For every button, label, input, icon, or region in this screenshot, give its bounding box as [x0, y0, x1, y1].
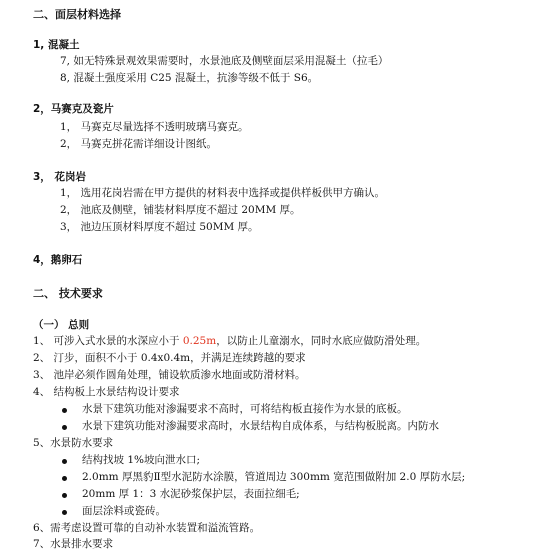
bullet-icon: [62, 493, 67, 498]
tech-item-6: 6、需考虑设置可靠的自动补水装置和溢流管路。: [33, 522, 261, 534]
bullet-icon: [62, 510, 67, 515]
tech-item-1: [33, 334, 426, 348]
heading-concrete: 1, 混凝土: [33, 39, 80, 51]
tech-item-4-bullet-1: 水景下建筑功能对渗漏要求不高时，可将结构板直接作为水景的底板。: [82, 403, 408, 415]
tech-item-4: 4、 结构板上水景结构设计要求: [33, 386, 180, 398]
tech-item-3: 3、 池岸必须作圆角处理，铺设软质渗水地面或防滑材料。: [33, 369, 306, 381]
bullet-icon: [62, 459, 67, 464]
tech-item-2: 2、 汀步，面积不小于 0.4x0.4m，并满足连续跨越的要求: [33, 352, 306, 364]
tech-item-5: 5、水景防水要求: [33, 437, 114, 449]
heading-mosaic: 2，马赛克及瓷片: [33, 103, 114, 115]
heading-granite: 3， 花岗岩: [33, 171, 86, 183]
section-title-materials: 二、面层材料选择: [33, 8, 121, 21]
tech-item-5-bullet-3: 20mm 厚 1：3 水泥砂浆保护层，表面拉细毛;: [82, 488, 300, 500]
tech-item-1-post: ，以防止儿童溺水，同时水底应做防滑处理。: [216, 335, 427, 347]
bullet-icon: [62, 476, 67, 481]
concrete-item-2: 8, 混凝土强度采用 C25 混凝土，抗渗等级不低于 S6。: [60, 72, 319, 84]
bullet-icon: [62, 408, 67, 413]
granite-item-1: 1， 选用花岗岩需在甲方提供的材料表中选择或提供样板供甲方确认。: [60, 187, 386, 199]
mosaic-item-1: 1， 马赛克尽量选择不透明玻璃马赛克。: [60, 121, 249, 133]
water-depth-value: 0.25m: [182, 335, 217, 347]
granite-item-2: 2， 池底及侧壁，铺装材料厚度不超过 20MM 厚。: [60, 204, 301, 216]
tech-item-5-bullet-1: 结构找坡 1%坡向泄水口;: [82, 454, 201, 466]
granite-item-3: 3， 池边压顶材料厚度不超过 50MM 厚。: [60, 221, 259, 233]
heading-pebble: 4，鹅卵石: [33, 254, 83, 266]
tech-item-4-bullet-2: 水景下建筑功能对渗漏要求高时，水景结构自成体系，与结构板脱离。内防水: [82, 420, 439, 432]
mosaic-item-2: 2， 马赛克拼花需详细设计图纸。: [60, 138, 218, 150]
subheading-general: （一） 总则: [33, 319, 90, 331]
bullet-icon: [62, 425, 67, 430]
section-title-technical: 二、 技术要求: [33, 287, 103, 300]
tech-item-7: 7、水景排水要求: [33, 538, 114, 550]
tech-item-5-bullet-4: 面层涂料或瓷砖。: [82, 505, 166, 517]
tech-item-1-pre: 1、 可涉入式水景的水深应小于: [33, 335, 183, 347]
tech-item-5-bullet-2: 2.0mm 厚黑豹Ⅱ型水泥防水涂膜，管道周边 300mm 宽范围做附加 2.0 厚防水层;: [82, 471, 466, 483]
concrete-item-1: 7, 如无特殊景观效果需要时，水景池底及侧壁面层采用混凝土（拉毛）: [60, 55, 389, 67]
